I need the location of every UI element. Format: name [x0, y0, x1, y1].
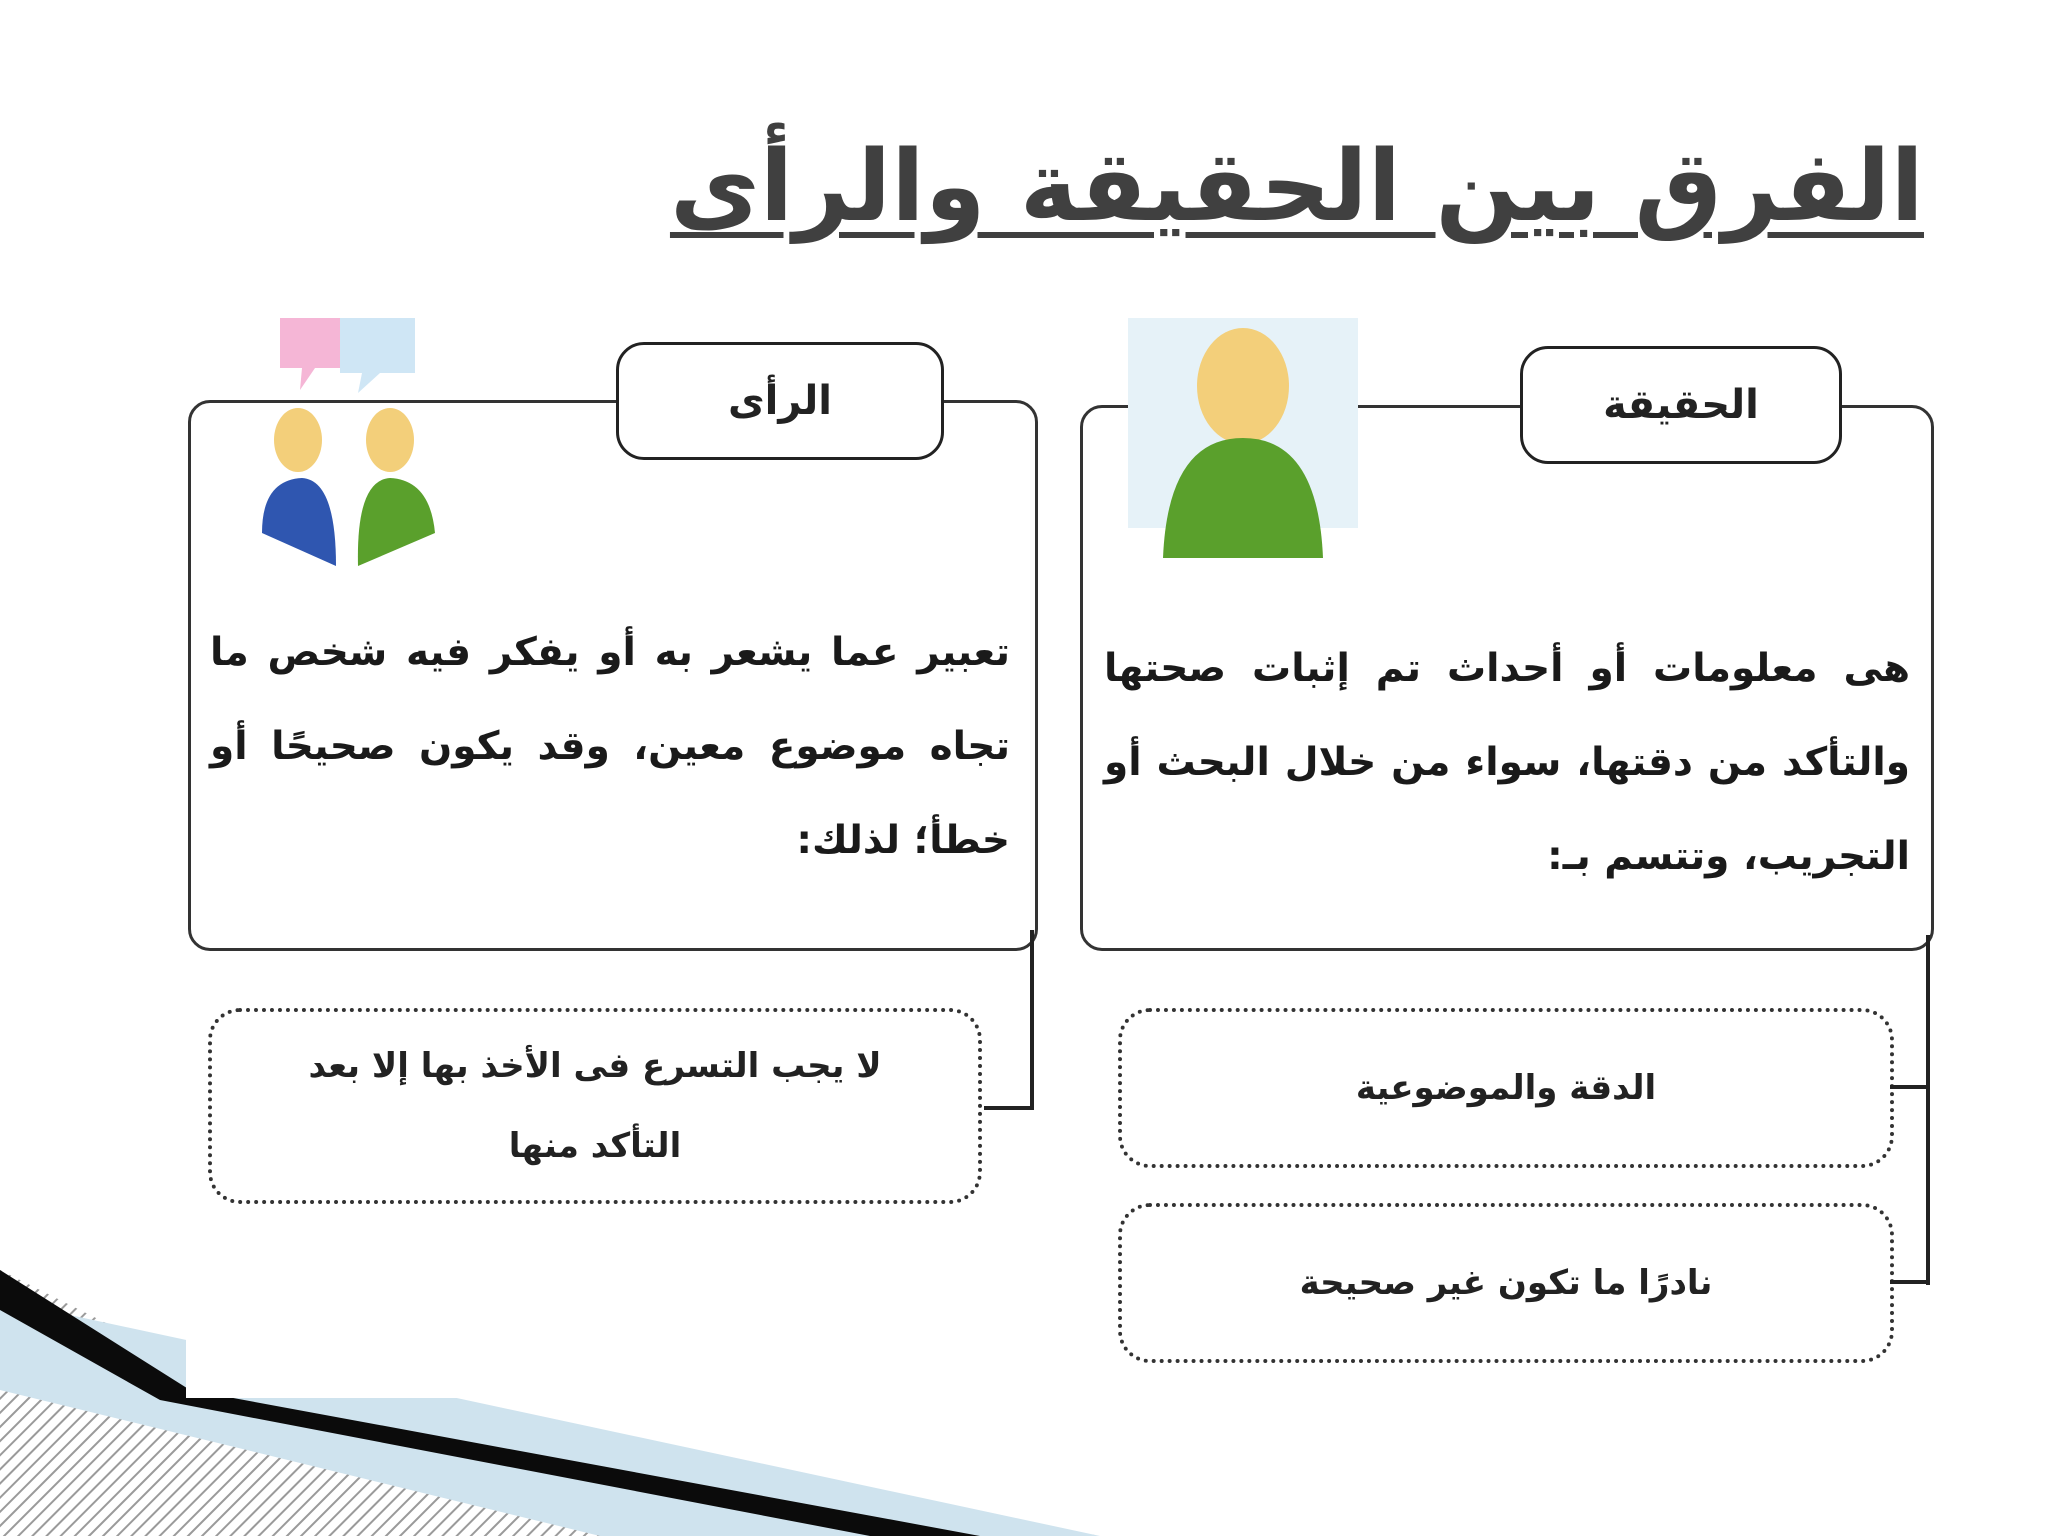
opinion-label: الرأى — [616, 342, 944, 460]
fact-connector — [1926, 935, 1930, 1285]
opinion-description: تعبير عما يشعر به أو يفكر فيه شخص ما تجاه موضوع معين، وقد يكون صحيحًا أو خطأ؛ لذلك: — [210, 630, 1010, 863]
person-icon — [1128, 318, 1358, 578]
opinion-connector — [1030, 930, 1034, 1110]
fact-connector-tick — [1890, 1280, 1928, 1284]
opinion-connector-tick — [984, 1106, 1032, 1110]
fact-label: الحقيقة — [1520, 346, 1842, 464]
slide-title: الفرق بين الحقيقة والرأى — [669, 130, 1924, 244]
opinion-trait-caution: لا يجب التسرع فى الأخذ بها إلا بعد التأكد منها — [208, 1008, 982, 1204]
fact-trait-accuracy: الدقة والموضوعية — [1118, 1008, 1894, 1168]
fact-description: هى معلومات أو أحداث تم إثبات صحتها والتأكد من دقتها، سواء من خلال البحث أو التجريب، وتتسم بـ: — [1104, 646, 1910, 879]
fact-trait-rarely-wrong: نادرًا ما تكون غير صحيحة — [1118, 1203, 1894, 1363]
two-persons-icon — [240, 318, 460, 578]
fact-connector-tick — [1890, 1085, 1928, 1089]
